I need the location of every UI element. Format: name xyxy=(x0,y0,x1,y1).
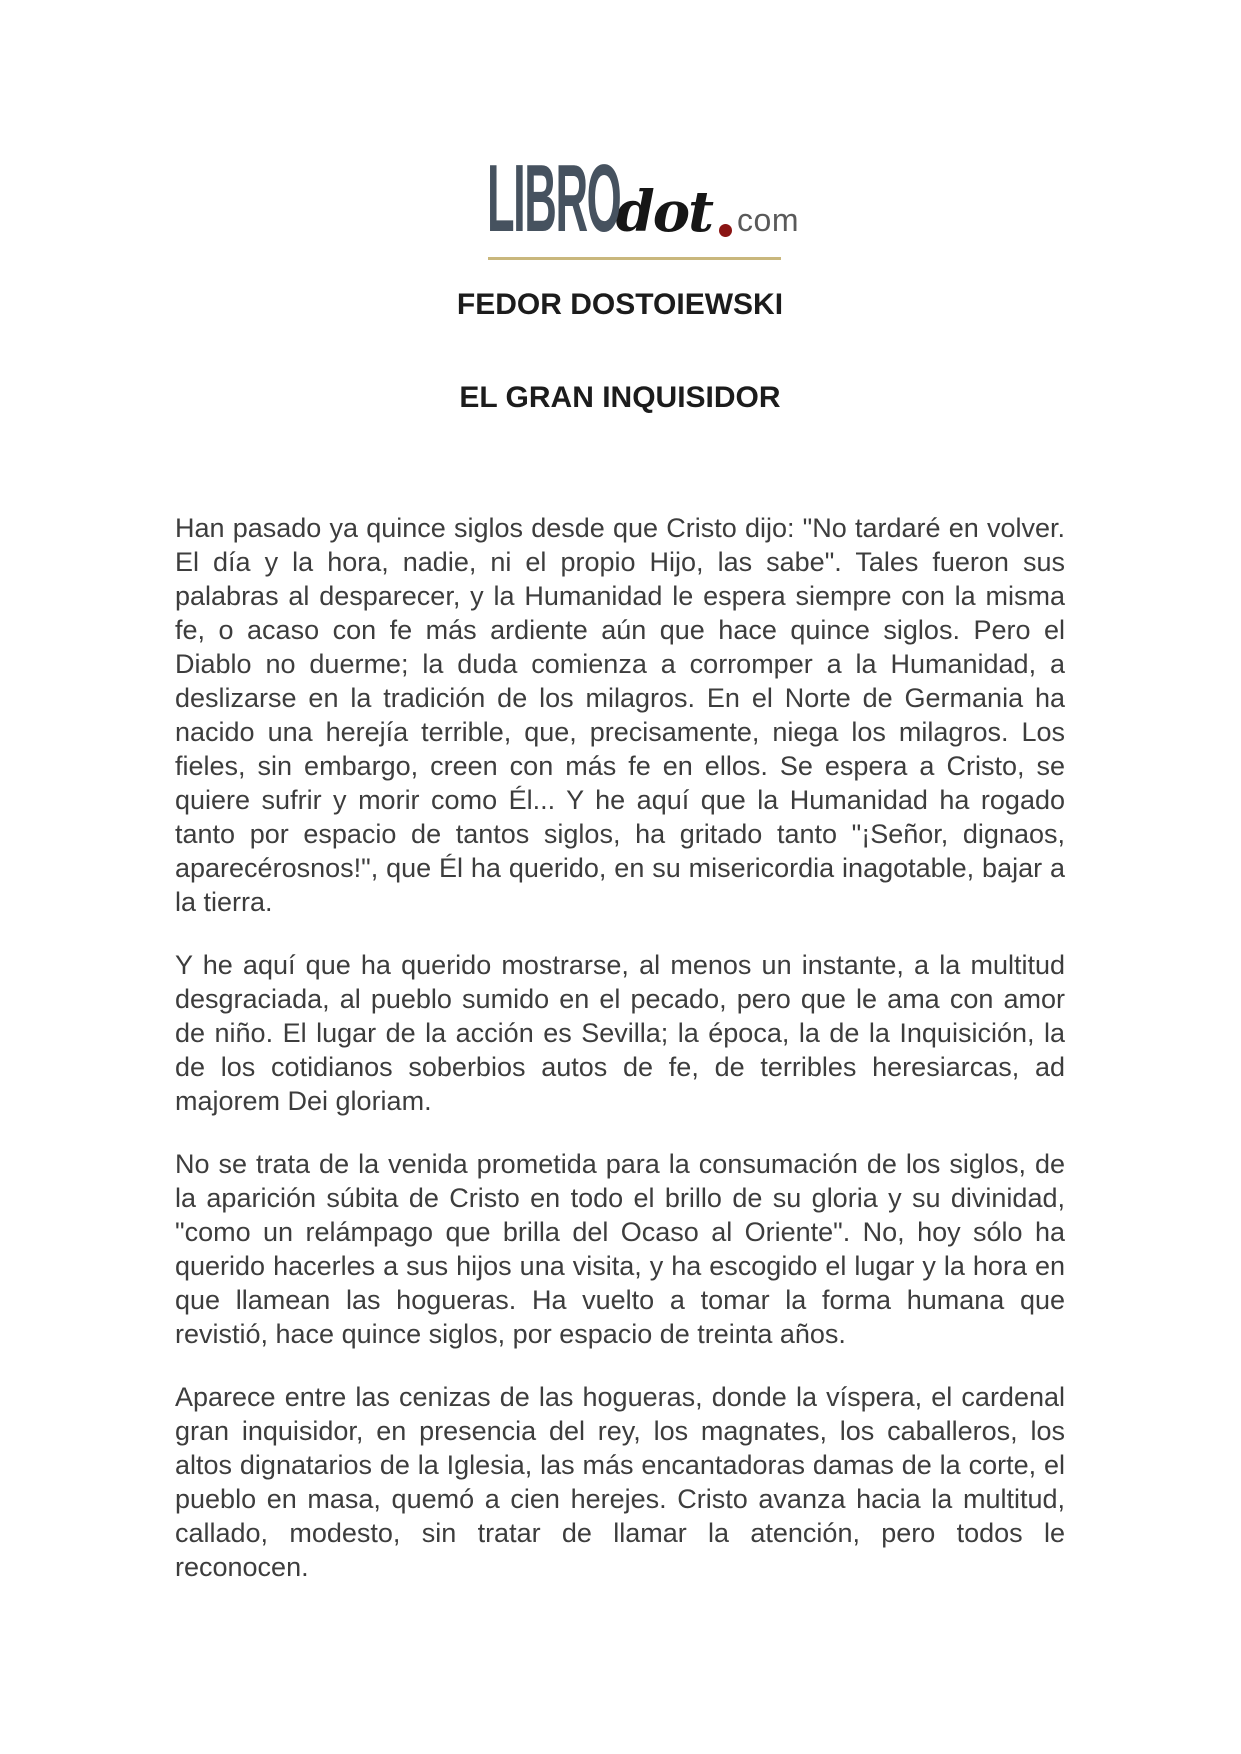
paragraph-3: No se trata de la venida prometida para la consumación de los siglos, de la aparición súbita de Cristo en todo el brillo de su gloria y su divinidad, "como un relámpago que brilla del Ocaso al Oriente". No, hoy sólo ha querido hacerles a sus hijos una visita, y ha escogido el lugar y la hora en que llamean las hogueras. Ha vuelto a tomar la forma humana que revistió, hace quince siglos, por espacio de treinta años. xyxy=(175,1149,1065,1349)
title-heading: EL GRAN INQUISIDOR xyxy=(459,381,781,414)
logo-libro-text: LIBRO xyxy=(487,145,621,252)
body-text xyxy=(175,511,1065,1584)
text-column xyxy=(175,287,1065,1584)
author-heading: FEDOR DOSTOIEWSKI xyxy=(456,288,784,321)
paragraph-2: Y he aquí que ha querido mostrarse, al menos un instante, a la multitud desgraciada, al pueblo sumido en el pecado, pero que le ama con amor de niño. El lugar de la acción es Sevilla; la época, la de la Inquisición, la de los cotidianos soberbios autos de fe, de terribles heresiarcas, ad majorem Dei gloriam. xyxy=(175,950,1065,1116)
paragraph-1: Han pasado ya quince siglos desde que Cristo dijo: "No tardaré en volver. El día y la hora, nadie, ni el propio Hijo, las sabe". Tales fueron sus palabras al desparecer, y la Humanidad le espera siempre con la misma fe, o acaso con fe más ardiente aún que hace quince siglos. Pero el Diablo no duerme; la duda comienza a corromper a la Humanidad, a deslizarse en la tradición de los milagros. En el Norte de Germania ha nacido una herejía terrible, que, precisamente, niega los milagros. Los fieles, sin embargo, creen con más fe en ellos. Se espera a Cristo, se quiere sufrir y morir como Él... Y he aquí que la Humanidad ha rogado tanto por espacio de tantos siglos, ha gritado tanto "¡Señor, dignaos, aparecérosnos!", que Él ha querido, en su misericordia inagotable, bajar a la tierra. xyxy=(175,513,1065,917)
librodot-logo-header xyxy=(0,0,1241,265)
logo-com-text: com xyxy=(737,202,799,238)
paragraph-4: Aparece entre las cenizas de las hogueras, donde la víspera, el cardenal gran inquisidor, en presencia del rey, los magnates, los caballeros, los altos dignatarios de la Iglesia, las más encantadoras damas de la corte, el pueblo en masa, quemó a cien herejes. Cristo avanza hacia la multitud, callado, modesto, sin tratar de llamar la atención, pero todos le reconocen. xyxy=(175,1382,1065,1582)
librodot-logo xyxy=(487,145,799,252)
logo-underline-divider xyxy=(488,257,781,260)
logo-red-dot-icon xyxy=(719,224,732,237)
logo-dot-script-text: dot xyxy=(615,179,713,245)
